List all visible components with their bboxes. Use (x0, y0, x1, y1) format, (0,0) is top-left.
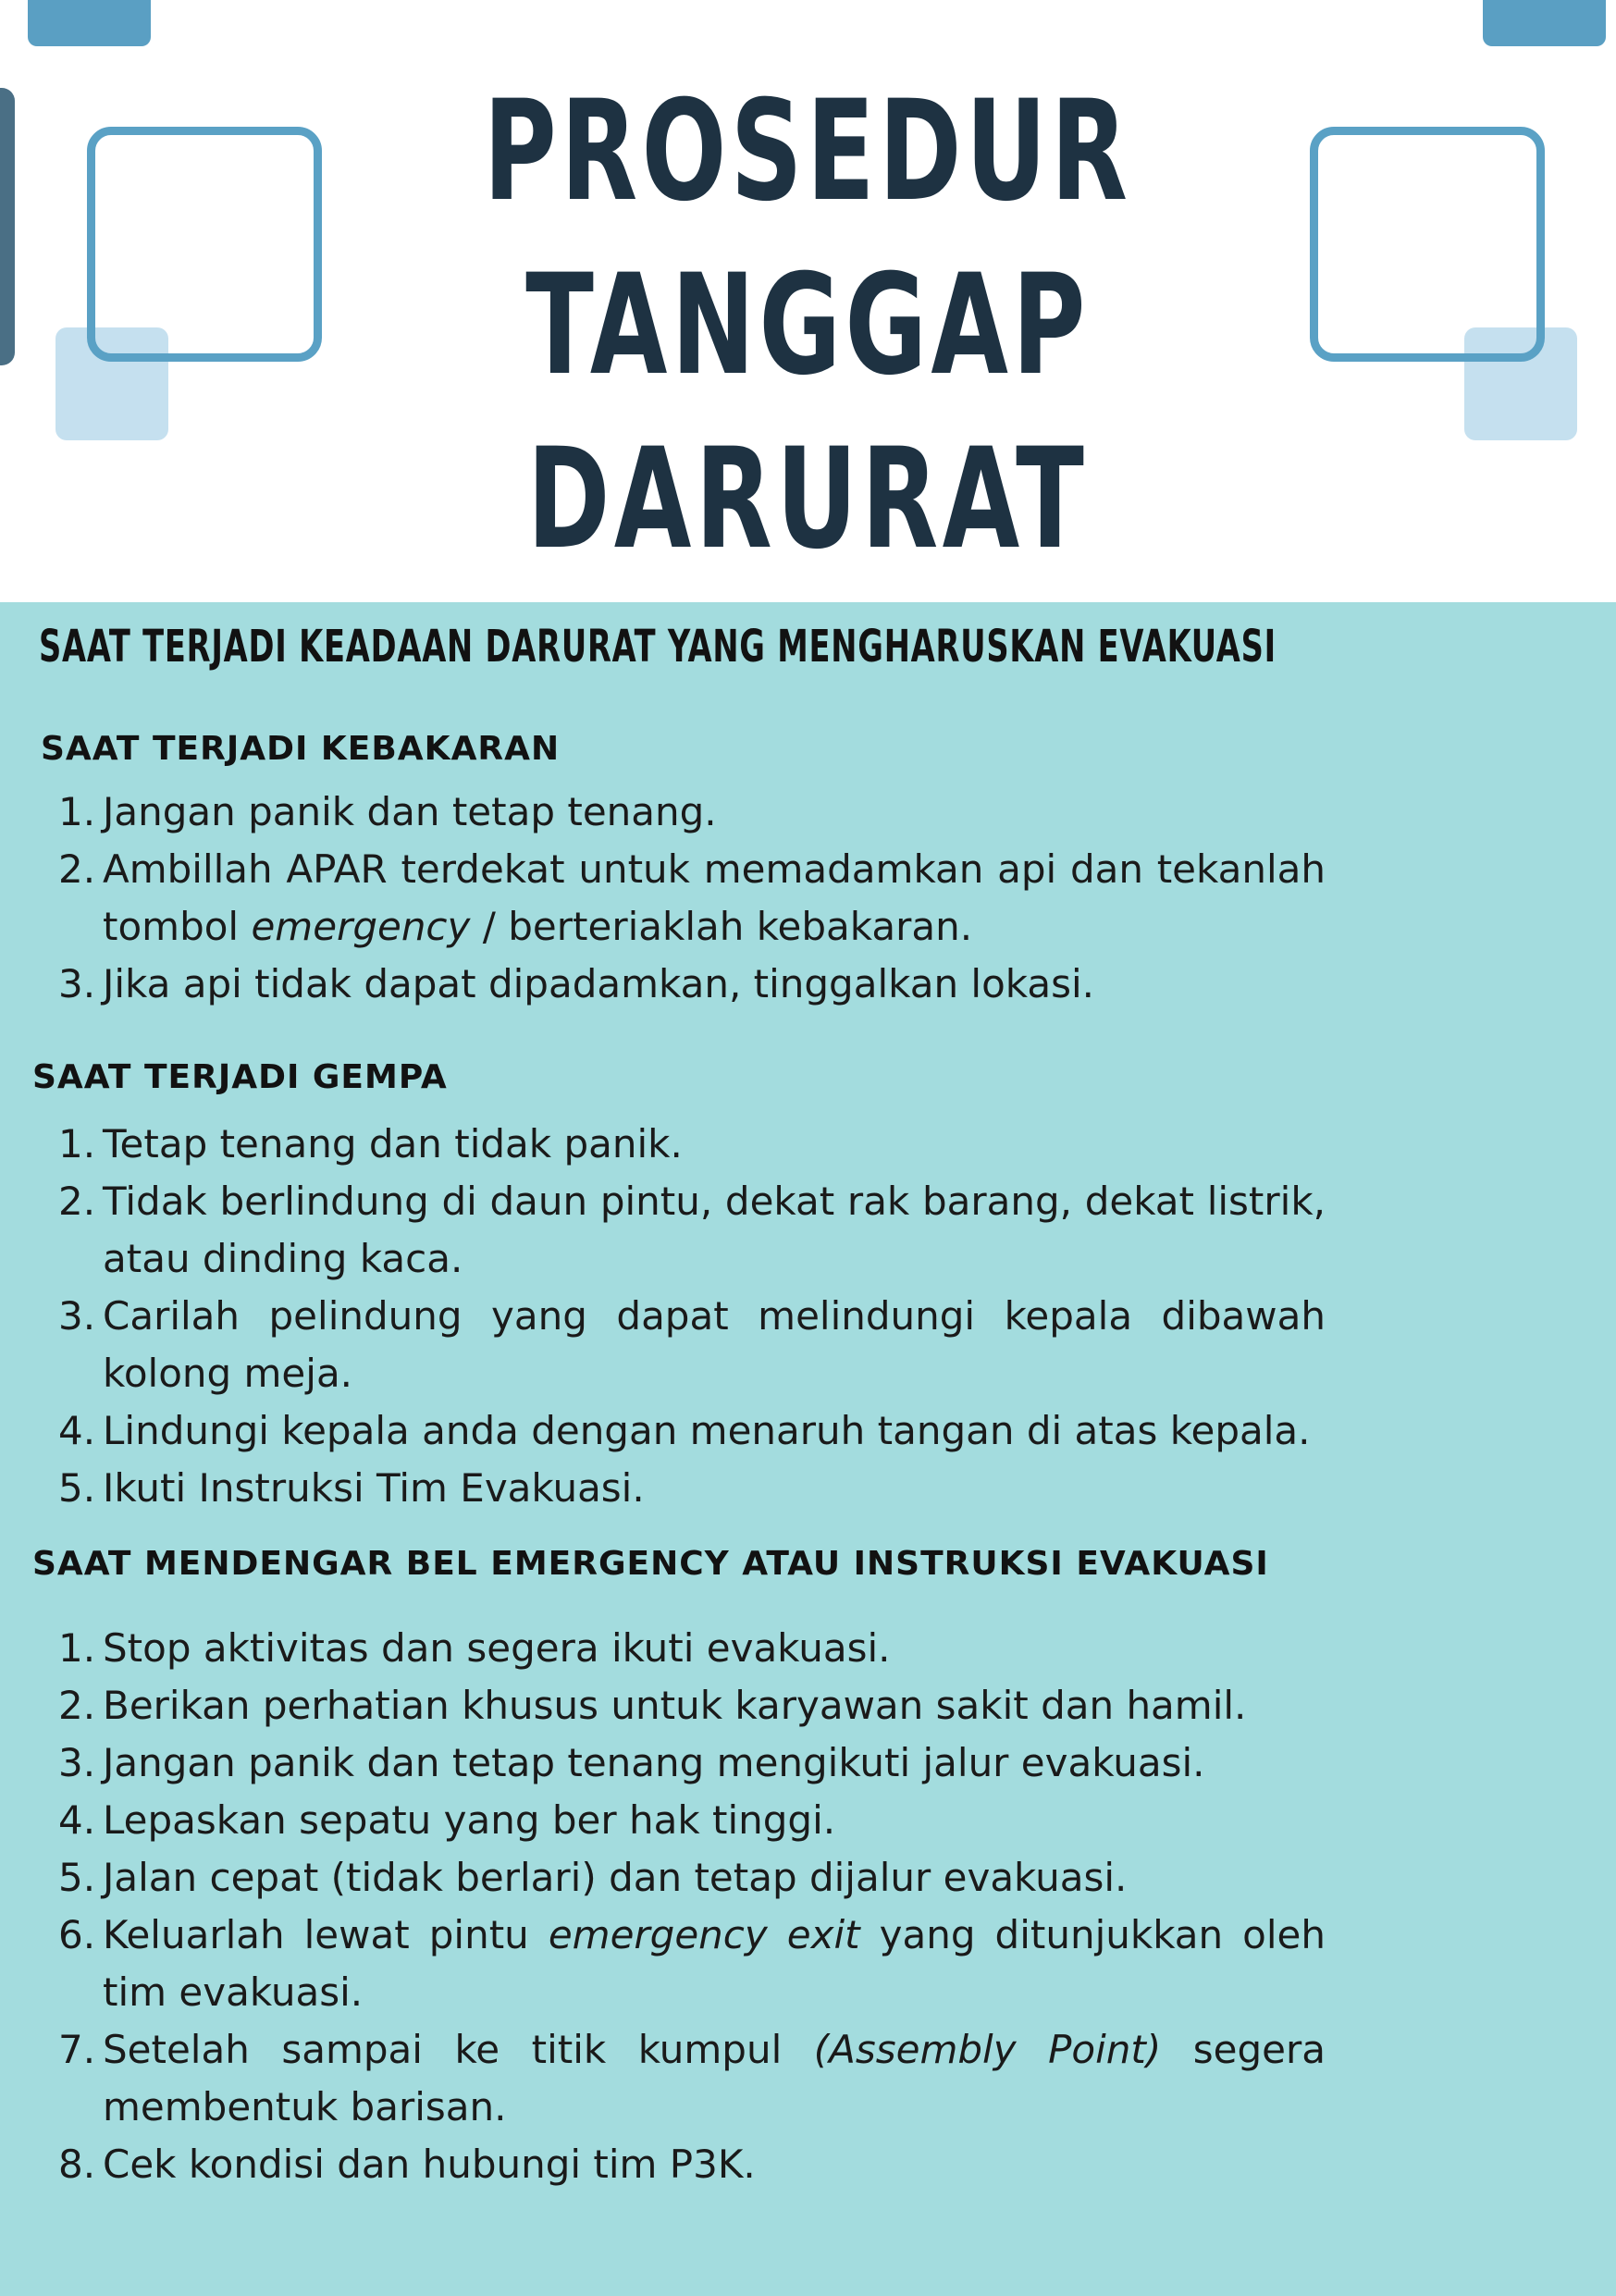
decorative-tab-top-right (1483, 0, 1606, 46)
list-item-emphasis: emergency (251, 904, 471, 949)
list-item-number: 5. (58, 1855, 96, 1900)
page-title (475, 65, 1141, 586)
list-item-emphasis: emergency exit (548, 1912, 860, 1957)
decorative-tab-top-left (28, 0, 151, 46)
list-item (58, 1288, 1326, 1402)
list-item-number: 7. (58, 2027, 96, 2072)
list-item (58, 841, 1326, 956)
title-line-1: PROSEDUR (483, 71, 1132, 232)
list-item-text: Lepaskan sepatu yang ber hak tinggi. (103, 1797, 836, 1843)
list-item-emphasis: (Assembly Point) (813, 2027, 1162, 2072)
list-item-text: yang ditunjukkan oleh tim evakuasi. (103, 1912, 1326, 2015)
title-line-3: DARURAT (526, 419, 1089, 580)
list-item (58, 1460, 1326, 1517)
list-item-number: 2. (58, 1179, 96, 1224)
list-item-text: / berteriaklah kebakaran. (470, 904, 973, 949)
list-item (58, 1677, 1326, 1734)
list-item-number: 4. (58, 1797, 96, 1843)
decorative-square-outline-right (1310, 127, 1545, 362)
list-item (58, 1792, 1326, 1849)
procedure-panel (0, 602, 1616, 2296)
list-item-number: 4. (58, 1408, 96, 1453)
list-item (58, 1402, 1326, 1460)
list-item-number: 2. (58, 1683, 96, 1728)
decorative-square-outline-left (87, 127, 322, 362)
list-item-number: 8. (58, 2142, 96, 2187)
title-line-2: TANGGAP (525, 245, 1090, 406)
earthquake-steps-list (58, 1116, 1326, 1517)
list-item (58, 1116, 1326, 1173)
list-item-text: Ikuti Instruksi Tim Evakuasi. (103, 1465, 645, 1511)
list-item-text: Cek kondisi dan hubungi tim P3K. (103, 2142, 756, 2187)
list-item-text: Tidak berlindung di daun pintu, dekat rak barang, dekat listrik, atau dinding kaca. (103, 1179, 1326, 1281)
list-item-text: Berikan perhatian khusus untuk karyawan sakit dan hamil. (103, 1683, 1247, 1728)
list-item-text: segera membentuk barisan. (103, 2027, 1326, 2129)
main-heading: SAAT TERJADI KEADAAN DARURAT YANG MENGHARUSKAN EVAKUASI (39, 621, 1277, 673)
list-item-number: 1. (58, 1625, 96, 1671)
section-heading-alarm: SAAT MENDENGAR BEL EMERGENCY ATAU INSTRUKSI EVAKUASI (32, 1545, 1269, 1583)
list-item-number: 3. (58, 961, 96, 1006)
list-item-text: Stop aktivitas dan segera ikuti evakuasi. (103, 1625, 891, 1671)
list-item-text: Tetap tenang dan tidak panik. (103, 1121, 683, 1167)
list-item (58, 1849, 1326, 1907)
list-item-text: Jika api tidak dapat dipadamkan, tinggalkan lokasi. (103, 961, 1095, 1006)
list-item-text: Jalan cepat (tidak berlari) dan tetap dijalur evakuasi. (103, 1855, 1128, 1900)
list-item-text: Ambillah APAR terdekat untuk memadamkan api dan tekanlah tombol (103, 846, 1326, 949)
list-item-text: Keluarlah lewat pintu (103, 1912, 549, 1957)
alarm-steps-list (58, 1620, 1326, 2193)
decorative-bar-left (0, 88, 15, 365)
list-item-number: 2. (58, 846, 96, 892)
list-item (58, 2021, 1326, 2136)
list-item (58, 1734, 1326, 1792)
list-item-number: 1. (58, 1121, 96, 1167)
list-item (58, 1907, 1326, 2021)
list-item-number: 3. (58, 1740, 96, 1785)
list-item-text: Lindungi kepala anda dengan menaruh tangan di atas kepala. (103, 1408, 1311, 1453)
list-item-text: Jangan panik dan tetap tenang mengikuti jalur evakuasi. (103, 1740, 1205, 1785)
fire-steps-list (58, 784, 1326, 1013)
list-item (58, 1620, 1326, 1677)
list-item-number: 5. (58, 1465, 96, 1511)
list-item-number: 1. (58, 789, 96, 834)
list-item-number: 6. (58, 1912, 96, 1957)
list-item (58, 784, 1326, 841)
list-item-text: Jangan panik dan tetap tenang. (103, 789, 717, 834)
section-heading-fire: SAAT TERJADI KEBAKARAN (41, 730, 561, 768)
list-item (58, 1173, 1326, 1288)
list-item-text: Setelah sampai ke titik kumpul (103, 2027, 814, 2072)
list-item-number: 3. (58, 1293, 96, 1339)
list-item (58, 956, 1326, 1013)
section-heading-earthquake: SAAT TERJADI GEMPA (32, 1058, 448, 1096)
list-item (58, 2136, 1326, 2193)
list-item-text: Carilah pelindung yang dapat melindungi kepala dibawah kolong meja. (103, 1293, 1326, 1396)
